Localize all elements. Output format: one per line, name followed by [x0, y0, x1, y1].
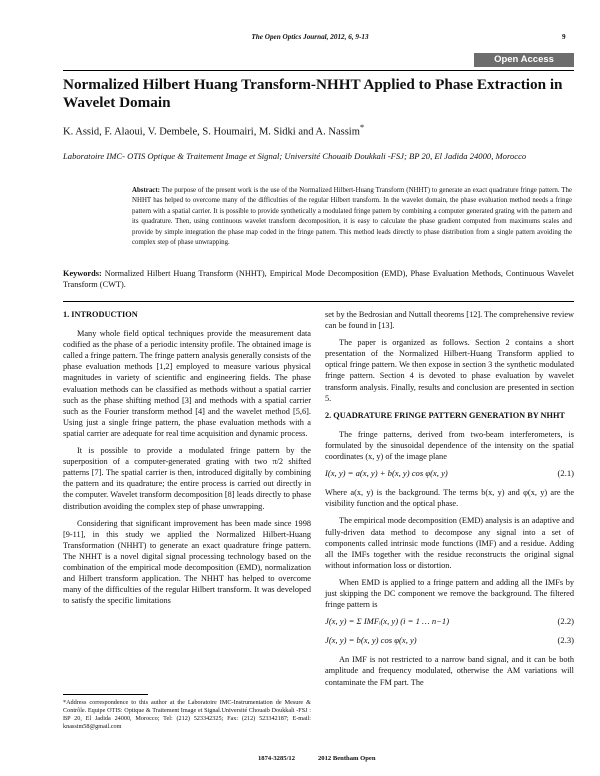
paragraph: set by the Bedrosian and Nuttall theorems [12]. The comprehensive review can be found in [13]. — [325, 310, 574, 331]
paragraph: Considering that significant improvement has been made since 1998 [9-11], in this study we applied the Normalized Hilbert-Huang Transformation (NHHT) to generate an exact quadrature fringe pattern. The NHHT is a novel digital signal processing technology based on the combination of the empirical mode decomposition (EMD), normalization and Hilbert transform application. The NHHT has helped to overcome many of the difficulties of the regular Hilbert transform. It was developed to satisfy the specific limitations — [63, 518, 311, 606]
affiliation: Laboratoire IMC- OTIS Optique & Traitement Image et Signal; Université Chouaib Doukkali -FSJ; BP 20, El Jadida 24000, Morocco — [63, 151, 527, 161]
author-mark: * — [359, 122, 365, 132]
issn: 1874-3285/12 — [258, 755, 295, 762]
publisher: 2012 Bentham Open — [318, 755, 376, 762]
equation-2-2 — [325, 616, 574, 627]
abstract-text: The purpose of the present work is the use of the Normalized Hilbert-Huang Transform (NHHT) to generate an exact quadrature fringe pattern. The NHHT has helped to overcome many of the difficulties of the regular Hilbert transform. In the wavelet domain, the phase evaluation method needs a fringe pattern with a spatial carrier. It is possible to provide synthetically a modulated fringe pattern by combining a computer generated grating with the pattern and its quadrature. Then, using continuous wavelet transform decomposition, it is easy to calculate the phase gradient computed from maximums scales and provide by simple integration the phase map coded in the fringe pattern. This method leads directly to phase distribution from a single pattern avoiding the complex step of phase unwrapping. — [132, 187, 572, 247]
footnote-rule — [63, 694, 148, 695]
equation-number: (2.3) — [557, 635, 574, 646]
equation-body: J(x, y) = b(x, y) cos φ(x, y) — [325, 635, 417, 646]
keywords-text: Normalized Hilbert Huang Transform (NHHT), Empirical Mode Decomposition (EMD), Phase Evaluation Methods, Continuous Wavelet Transform (CWT). — [63, 269, 574, 289]
journal-header: The Open Optics Journal, 2012, 6, 9-13 — [251, 33, 369, 41]
keywords-rule — [63, 301, 574, 302]
paper-title: Normalized Hilbert Huang Transform-NHHT Applied to Phase Extraction in Wavelet Domain — [63, 76, 563, 111]
section-heading-intro: 1. INTRODUCTION — [63, 310, 138, 319]
paragraph: Many whole field optical techniques provide the measurement data codified as the phase of a periodic intensity profile. The obtained image is called a fringe pattern. The fringe pattern analysis generally consists of the phase evaluation methods [1,2] employed to measure various physical magnitudes in variety of scientific and engineering fields. The phase evaluation methods can be classified as methods without a spatial carrier such as the phase shifting method [3] and methods with a spatial carrier such as the Fourier transform method [4] and the wavelet method [5,6]. Using just a single fringe pattern, the phase evaluation methods with a spatial carrier are adequate for real time acquisition and dynamic process. — [63, 329, 311, 438]
keywords — [63, 268, 574, 290]
section-heading-quadrature: 2. QUADRATURE FRINGE PATTERN GENERATION BY NHHT — [325, 410, 565, 420]
paragraph: The paper is organized as follows. Section 2 contains a short presentation of the Normalized Hilbert-Huang Transform applied to optical fringe pattern. We then expose in section 3 the synthetic modulated fringe pattern. Section 4 is devoted to phase evaluation by wavelet transform analysis. Finally, results and conclusion are presented in section 5. — [325, 338, 574, 403]
paragraph: An IMF is not restricted to a narrow band signal, and it can be both amplitude and frequency modulated, otherwise the AM variations will contaminate the FM part. The — [325, 655, 574, 687]
equation-body: J(x, y) = Σ IMFᵢ(x, y) (i = 1 … n−1) — [325, 616, 450, 627]
keywords-label: Keywords: — [63, 269, 102, 278]
abstract — [132, 186, 572, 248]
equation-number: (2.1) — [557, 468, 574, 479]
page-number: 9 — [562, 33, 566, 41]
paragraph: When EMD is applied to a fringe pattern and adding all the IMFs by just skipping the DC component we remove the background. The filtered fringe pattern is — [325, 577, 574, 610]
author-list — [63, 122, 574, 138]
correspondence-footnote: *Address correspondence to this author at the Laboratoire IMC-Instrumentation de Mesure & Contrôle. Equipe OTIS: Optique & Traitement Image et Signal.Université Chouaib Doukkali -FSJ : BP 20, El Jadida 24000, Morocco; Tel: (212) 523342325; Fax: (212) 523342187; E-mail: knassim58@gmail.com — [63, 699, 311, 730]
equation-body: I(x, y) = a(x, y) + b(x, y) cos φ(x, y) — [325, 468, 448, 479]
left-column — [63, 309, 311, 612]
equation-2-1 — [325, 468, 574, 479]
paragraph: It is possible to provide a modulated fringe pattern by the superposition of a computer-generated grating with two π/2 shifted patterns [7]. The spatial carrier is then, introduced digitally by combining the pattern and its quadrature; the entire process is carried out directly in the computer. Wavelet transform decomposition [8] leads directly to phase distribution avoiding the complex step of phase unwrapping. — [63, 446, 311, 511]
header-rule — [63, 70, 574, 71]
right-column — [325, 309, 574, 694]
abstract-label: Abstract: — [132, 187, 160, 194]
equation-2-3 — [325, 635, 574, 646]
paragraph: The empirical mode decomposition (EMD) analysis is an adaptive and fully-driven data method to decompose any signal into a set of components called intrinsic mode functions (IMF) and a residue. Adding all the IMFs together with the residue reconstructs the original signal without information loss or distortion. — [325, 516, 574, 570]
paragraph: The fringe patterns, derived from two-beam interferometers, is formulated by the sinusoidal dependence of the intensity on the spatial coordinates (x, y) of the image plane — [325, 429, 574, 462]
open-access-badge: Open Access — [474, 53, 574, 67]
authors-text: K. Assid, F. Alaoui, V. Dembele, S. Houmairi, M. Sidki and A. Nassim — [63, 126, 360, 138]
equation-number: (2.2) — [557, 616, 574, 627]
paragraph: Where a(x, y) is the background. The terms b(x, y) and φ(x, y) are the visibility function and the optical phase. — [325, 488, 574, 509]
